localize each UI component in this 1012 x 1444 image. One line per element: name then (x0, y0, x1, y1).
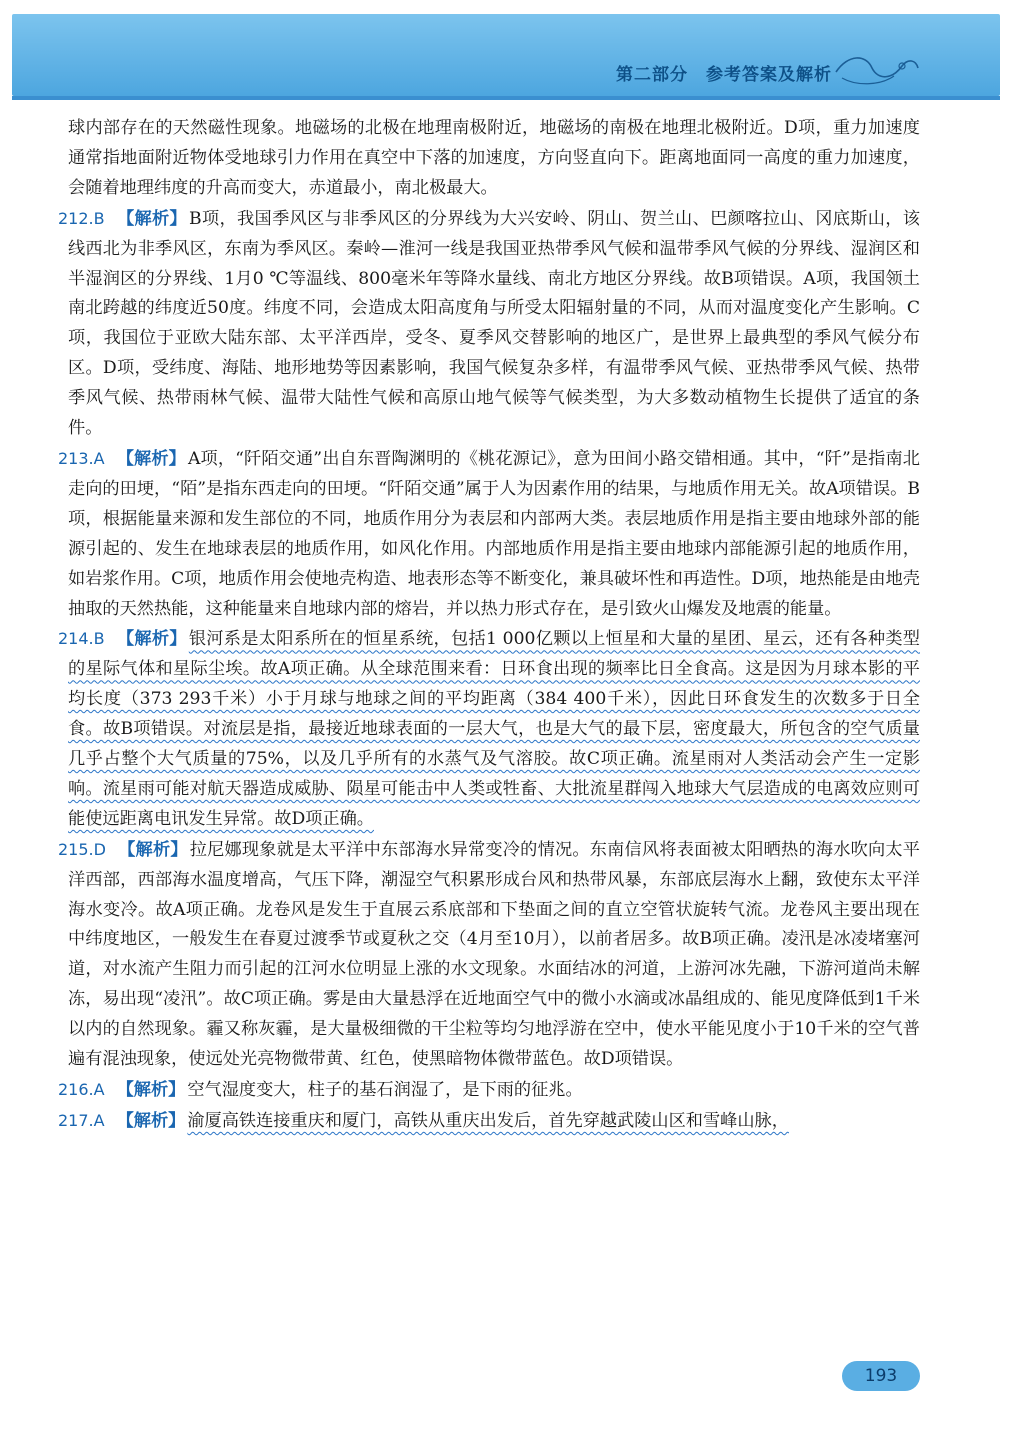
answer-number: 212.B (58, 208, 105, 228)
analysis-tag: 【解析】 (116, 448, 186, 469)
scroll-ornament-icon (832, 48, 920, 88)
analysis-tag: 【解析】 (117, 839, 188, 860)
page-header-title: 第二部分 参考答案及解析 (616, 65, 832, 85)
answer-explanation: 渝厦高铁连接重庆和厦门，高铁从重庆出发后，首先穿越武陵山区和雪峰山脉， (187, 1110, 789, 1131)
analysis-tag: 【解析】 (116, 629, 187, 650)
answer-content (58, 114, 920, 1137)
answer-number: 217.A (58, 1110, 105, 1130)
answer-entry-212 (58, 204, 920, 444)
answer-explanation: 银河系是太阳系所在的恒星系统，包括1 000亿颗以上恒星和大量的星团、星云，还有各种类型的星际气体和星际尘埃。故A项正确。从全球范围来看：日环食出现的频率比日全食高。这是因为月球本影的平均长度（373 293千米）小于月球与地球之间的平均距离（384 400千米），因此日环食发生的次数多于日全食。故B项错误。对流层是指，最接近地球表面的一层大气，也是大气的最下层，密度最大，所包含的空气质量几乎占整个大气质量的75%，以及几乎所有的水蒸气及气溶胶。故C项正确。流星雨对人类活动会产生一定影响。流星雨可能对航天器造成威胁、陨星可能击中人类或牲畜、大批流星群闯入地球大气层造成的电离效应则可能使远距离电讯发生异常。故D项正确。 (68, 629, 920, 829)
analysis-tag: 【解析】 (116, 1080, 186, 1100)
answer-explanation: 空气湿度变大，柱子的基石润湿了，是下雨的征兆。 (187, 1080, 583, 1100)
answer-entry-214 (58, 624, 920, 834)
analysis-tag: 【解析】 (116, 208, 188, 229)
answer-entry-216 (58, 1075, 920, 1106)
answer-number: 214.B (58, 629, 105, 649)
continuation-text: 球内部存在的天然磁性现象。地磁场的北极在地理南极附近，地磁场的南极在地理北极附近。D项，重力加速度通常指地面附近物体受地球引力作用在真空中下落的加速度，方向竖直向下。距离地面同一高度的重力加速度，会随着地理纬度的升高而变大，赤道最小，南北极最大。 (68, 118, 920, 198)
answer-number: 215.D (58, 839, 106, 859)
answer-explanation: 拉尼娜现象就是太平洋中东部海水异常变冷的情况。东南信风将表面被太阳晒热的海水吹向太平洋西部，西部海水温度增高，气压下降，潮湿空气积累形成台风和热带风暴，东部底层海水上翻，致使东太平洋海水变冷。故A项正确。龙卷风是发生于直展云系底部和下垫面之间的直立空管状旋转气流。龙卷风主要出现在中纬度地区，一般发生在春夏过渡季节或夏秋之交（4月至10月），以前者居多。故B项正确。凌汛是冰凌堵塞河道，对水流产生阻力而引起的江河水位明显上涨的水文现象。水面结冰的河道，上游河冰先融，下游河道尚未解冻，易出现“凌汛”。故C项正确。雾是由大量悬浮在近地面空气中的微小水滴或冰晶组成的、能见度降低到1千米以内的自然现象。霾又称灰霾，是大量极细微的干尘粒等均匀地浮游在空中，使水平能见度小于10千米的空气普遍有混浊现象，使远处光亮物微带黄、红色，使黑暗物体微带蓝色。故D项错误。 (68, 839, 920, 1070)
answer-entry-215 (58, 835, 920, 1075)
answer-number: 213.A (58, 448, 105, 468)
answer-explanation: B项，我国季风区与非季风区的分界线为大兴安岭、阴山、贺兰山、巴颜喀拉山、冈底斯山，该线西北为非季风区，东南为季风区。秦岭—淮河一线是我国亚热带季风气候和温带季风气候的分界线、湿润区和半湿润区的分界线、1月0 ℃等温线、800毫米年等降水量线、南北方地区分界线。故B项错误。A项，我国领土南北跨越的纬度近50度。纬度不同，会造成太阳高度角与所受太阳辐射量的不同，从而对温度变化产生影响。C项，我国位于亚欧大陆东部、太平洋西岸，受冬、夏季风交替影响的地区广，是世界上最典型的季风气候分布区。D项，受纬度、海陆、地形地势等因素影响，我国气候复杂多样，有温带季风气候、亚热带季风气候、热带季风气候、热带雨林气候、温带大陆性气候和高原山地气候等气候类型，为大多数动植物生长提供了适宜的条件。 (68, 208, 920, 439)
answer-explanation: A项，“阡陌交通”出自东晋陶渊明的《桃花源记》，意为田间小路交错相通。其中，“阡”是指南北走向的田埂，“陌”是指东西走向的田埂。“阡陌交通”属于人为因素作用的结果，与地质作用无关。故A项错误。B项，根据能量来源和发生部位的不同，地质作用分为表层和内部两大类。表层地质作用是指主要由地球外部的能源引起的、发生在地球表层的地质作用，如风化作用。内部地质作用是指主要由地球内部能源引起的地质作用，如岩浆作用。C项，地质作用会使地壳构造、地表形态等不断变化，兼具破坏性和再造性。D项，地热能是由地壳抽取的天然热能，这种能量来自地球内部的熔岩，并以热力形式存在，是引致火山爆发及地震的能量。 (68, 448, 920, 619)
answer-entry-213 (58, 444, 920, 624)
analysis-tag: 【解析】 (116, 1110, 186, 1131)
continuation-paragraph (68, 114, 920, 204)
answer-number: 216.A (58, 1080, 105, 1099)
page-number-badge: 193 (842, 1361, 920, 1391)
answer-entry-217 (58, 1106, 920, 1137)
header-divider (12, 96, 1000, 100)
